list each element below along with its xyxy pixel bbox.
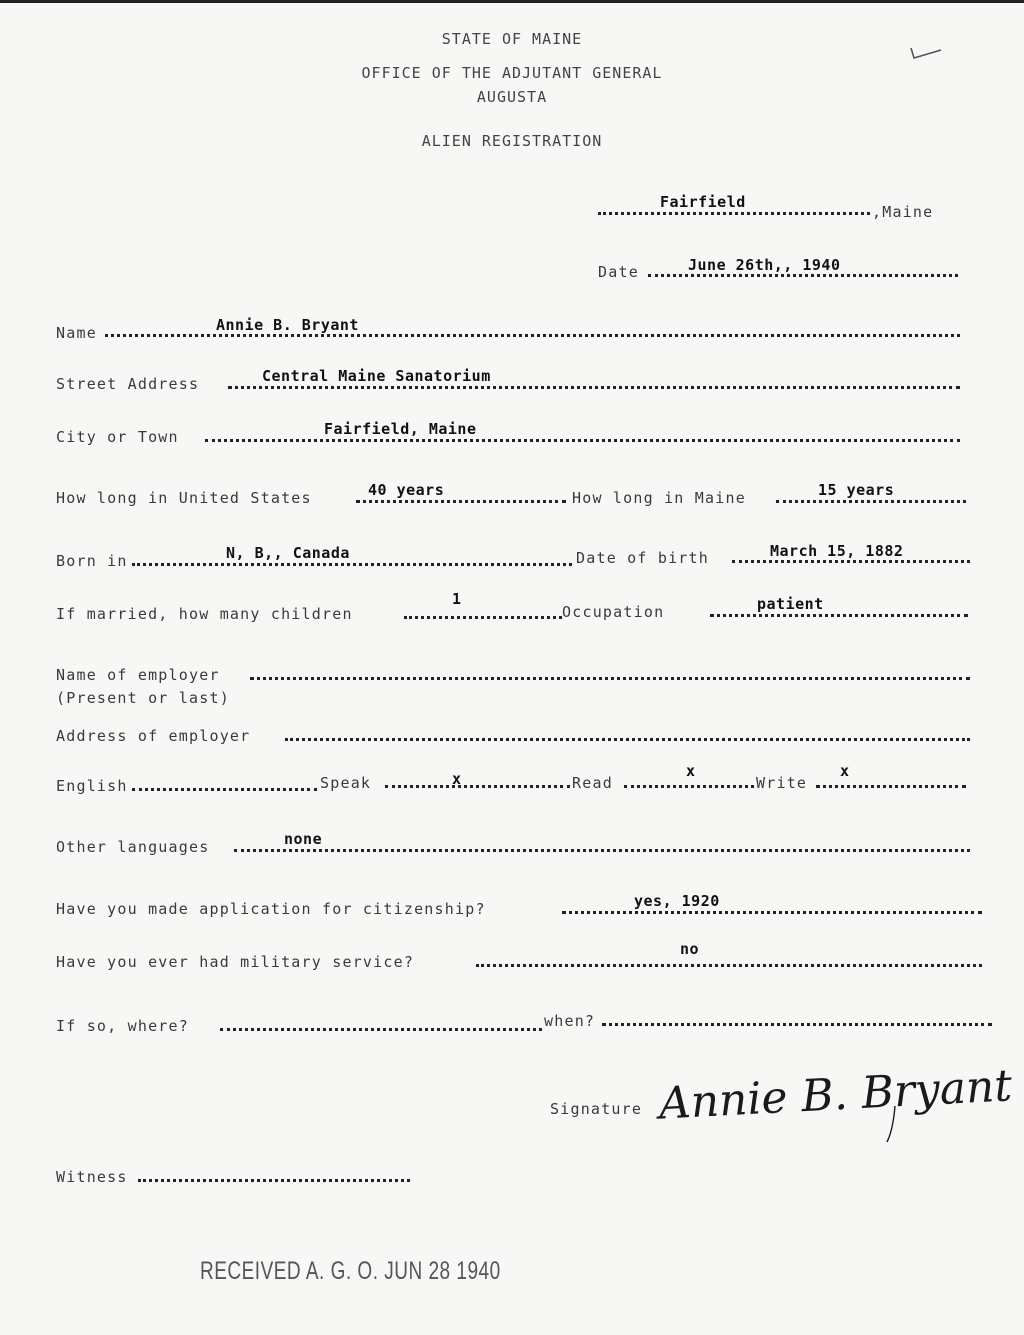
occupation-label: Occupation bbox=[562, 603, 665, 621]
children-label: If married, how many children bbox=[56, 605, 353, 623]
header-city: AUGUSTA bbox=[476, 88, 548, 106]
city-label: City or Town bbox=[56, 428, 179, 446]
dob-label: Date of birth bbox=[576, 549, 709, 567]
street-label: Street Address bbox=[56, 375, 200, 393]
maine-time-label: How long in Maine bbox=[572, 489, 746, 507]
occupation-dotline bbox=[710, 614, 968, 617]
military-dotline bbox=[476, 964, 982, 967]
us-time-value: 40 years bbox=[368, 481, 445, 499]
us-time-dotline bbox=[356, 500, 566, 503]
name-dotline bbox=[105, 334, 960, 337]
born-label: Born in bbox=[56, 552, 128, 570]
when-label: when? bbox=[544, 1012, 596, 1030]
children-value: 1 bbox=[452, 590, 462, 608]
city-value: Fairfield, Maine bbox=[324, 420, 477, 438]
handwritten-signature bbox=[655, 1050, 1015, 1146]
write-value: x bbox=[840, 762, 850, 780]
city-dotline bbox=[205, 439, 960, 442]
street-value: Central Maine Sanatorium bbox=[262, 367, 491, 385]
employer-dotline bbox=[250, 677, 970, 680]
speak-label: Speak bbox=[320, 774, 372, 792]
military-label: Have you ever had military service? bbox=[56, 953, 415, 971]
employer-label: Name of employer bbox=[56, 666, 220, 684]
date-value: June 26th,, 1940 bbox=[688, 256, 841, 274]
occupation-value: patient bbox=[757, 595, 824, 613]
witness-dotline bbox=[138, 1179, 410, 1182]
write-label: Write bbox=[756, 774, 808, 792]
employer-address-dotline bbox=[285, 738, 970, 741]
speak-dotline bbox=[385, 785, 570, 788]
children-dotline bbox=[404, 616, 562, 619]
employer-address-label: Address of employer bbox=[56, 727, 251, 745]
witness-label: Witness bbox=[56, 1168, 128, 1186]
speak-value: x bbox=[452, 770, 462, 788]
english-label: English bbox=[56, 777, 128, 795]
read-value: x bbox=[686, 762, 696, 780]
born-dotline bbox=[132, 563, 572, 566]
other-languages-value: none bbox=[284, 830, 323, 848]
signature-label: Signature bbox=[550, 1100, 643, 1118]
born-value: N, B,, Canada bbox=[226, 544, 350, 562]
dob-dotline bbox=[732, 560, 970, 563]
received-stamp: RECEIVED A. G. O. JUN 28 1940 bbox=[200, 1258, 501, 1286]
form-title: ALIEN REGISTRATION bbox=[421, 132, 603, 150]
date-dotline bbox=[648, 274, 958, 277]
english-dotline bbox=[132, 788, 317, 791]
name-value: Annie B. Bryant bbox=[216, 316, 359, 334]
military-value: no bbox=[680, 940, 700, 958]
employer-sublabel: (Present or last) bbox=[56, 689, 230, 707]
read-label: Read bbox=[572, 774, 613, 792]
top-border bbox=[0, 0, 1024, 3]
header-office: OFFICE OF THE ADJUTANT GENERAL bbox=[361, 64, 663, 82]
other-languages-label: Other languages bbox=[56, 838, 210, 856]
us-time-label: How long in United States bbox=[56, 489, 312, 507]
location-dotline bbox=[598, 212, 870, 215]
write-dotline bbox=[816, 785, 966, 788]
where-label: If so, where? bbox=[56, 1017, 189, 1035]
citizenship-dotline bbox=[562, 911, 982, 914]
date-label: Date bbox=[598, 263, 639, 281]
when-dotline bbox=[602, 1023, 992, 1026]
location-town: Fairfield bbox=[660, 193, 746, 211]
name-label: Name bbox=[56, 324, 97, 342]
signature-script: Annie B. Bryant bbox=[657, 1060, 1014, 1130]
where-dotline bbox=[220, 1028, 542, 1031]
maine-time-value: 15 years bbox=[818, 481, 895, 499]
location-state: ,Maine bbox=[872, 203, 934, 221]
citizenship-label: Have you made application for citizenship? bbox=[56, 900, 486, 918]
dob-value: March 15, 1882 bbox=[770, 542, 904, 560]
street-dotline bbox=[228, 386, 960, 389]
read-dotline bbox=[624, 785, 754, 788]
citizenship-value: yes, 1920 bbox=[634, 892, 720, 910]
header-state: STATE OF MAINE bbox=[441, 30, 583, 48]
checkmark-icon bbox=[908, 40, 944, 64]
other-languages-dotline bbox=[234, 849, 970, 852]
maine-time-dotline bbox=[776, 500, 966, 503]
